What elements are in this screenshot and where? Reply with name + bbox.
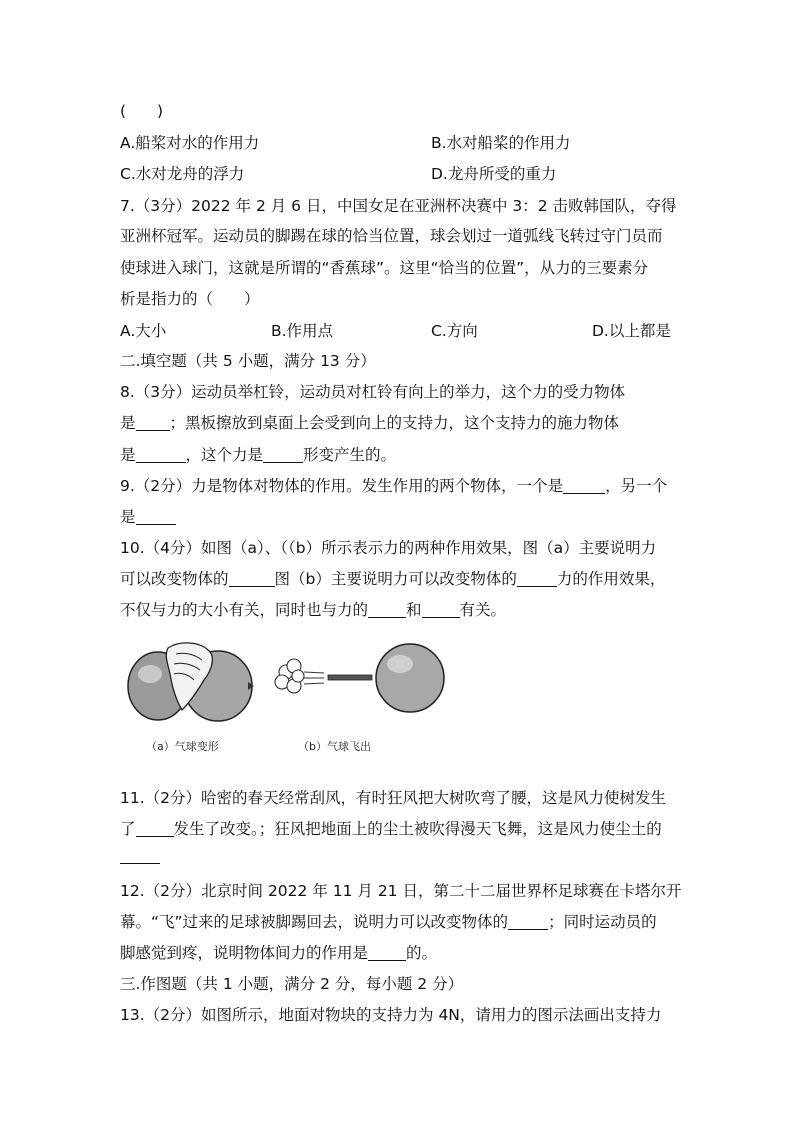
q11-blank-1[interactable] [136,820,174,837]
q10-text-2c: 力的作用效果， [556,570,666,588]
q11-line-2 [120,818,662,840]
q12-text-3b: 的。 [406,944,438,962]
q8-line-2 [120,412,619,434]
q10-text-3a: 不仅与力的大小有关，同时也与力的 [120,601,369,619]
q12-blank-2[interactable] [368,944,406,961]
q7-option-a: A.大小 [120,322,167,340]
q10-line-2 [120,568,665,590]
q12-blank-1[interactable] [508,913,548,930]
q11-text-2a: 了 [120,820,136,838]
q9-line-1 [120,475,667,497]
q9-text-1b: ，另一个 [605,477,668,495]
q10-line-1: 10.（4分）如图（a）、（（b）所示表示力的两种作用效果，图（a）主要说明力 [120,539,657,557]
q7-line-2: 亚洲杯冠军。运动员的脚踢在球的恰当位置，球会划过一道弧线飞转过守门员而 [120,227,663,245]
figure-a-caption: （a）气球变形 [146,740,219,753]
q10-blank-3[interactable] [368,601,406,618]
q6-option-a: A.船桨对水的作用力 [120,134,260,152]
q13-line-1: 13.（2分）如图所示，地面对物块的支持力为 4N，请用力的图示法画出支持力 [120,1006,662,1024]
figure-a-balloon-deformed [120,640,260,730]
q8-blank-1[interactable] [136,414,170,431]
q12-text-2a: 幕。“飞”过来的足球被脚踢回去，说明力可以改变物体的 [120,913,509,931]
q10-blank-1[interactable] [229,570,275,587]
section-2-heading: 二.填空题（共 5 小题，满分 13 分） [120,352,376,370]
q10-text-2a: 可以改变物体的 [120,570,229,588]
q7-line-1: 7.（3分）2022 年 2 月 6 日，中国女足在亚洲杯决赛中 3：2 击败韩国队，夺得 [120,197,677,215]
q7-line-4: 析是指力的（ ） [120,290,260,308]
q11-line-3 [120,845,160,867]
q6-option-d: D.龙舟所受的重力 [431,165,557,183]
q8-blank-3[interactable] [263,446,303,463]
q12-text-2b: ；同时运动员的 [548,913,657,931]
balloon-round [376,644,444,712]
q7-option-d: D.以上都是 [592,322,671,340]
q7-option-c: C.方向 [431,322,478,340]
q9-line-2 [120,506,176,528]
q8-line-3 [120,444,396,466]
q8-text-3c: 形变产生的。 [303,446,397,464]
q6-option-c: C.水对龙舟的浮力 [120,165,245,183]
q12-line-1: 12.（2分）北京时间 2022 年 11 月 21 日，第二十二届世界杯足球赛在卡塔尔开 [120,882,682,900]
q8-text-3a: 是 [120,446,136,464]
q9-blank-2[interactable] [136,508,176,525]
q12-line-2 [120,911,657,933]
q11-line-1: 11.（2分）哈密的春天经常刮风，有时狂风把大树吹弯了腰，这是风力使树发生 [120,789,667,807]
q11-text-2b: 发生了改变。；狂风把地面上的尘土被吹得漫天飞舞，这是风力使尘土的 [173,820,662,838]
balloon-nozzle [328,675,372,680]
q9-text-1a: 9.（2分）力是物体对物体的作用。发生作用的两个物体，一个是 [120,477,564,495]
q8-text-3b: ，这个力是 [185,446,264,464]
q7-option-b: B.作用点 [271,322,334,340]
q8-text-2a: 是 [120,414,136,432]
q10-text-3b: 和 [406,601,422,619]
q10-text-2b: 图（b）主要说明力可以改变物体的 [274,570,517,588]
q9-text-2a: 是 [120,508,136,526]
q12-text-3a: 脚感觉到疼，说明物体间力的作用是 [120,944,369,962]
figure-b-caption: （b）气球飞出 [298,740,371,753]
q8-blank-2[interactable] [136,446,186,463]
section-3-heading: 三.作图题（共 1 小题，满分 2 分，每小题 2 分） [120,975,464,993]
q10-blank-4[interactable] [422,601,460,618]
q9-blank-1[interactable] [563,477,605,494]
figure-b-balloon-flying [272,640,452,730]
q10-line-3 [120,599,506,621]
q10-blank-2[interactable] [517,570,557,587]
q6-answer-paren: ( ) [120,102,164,120]
q7-line-3: 使球进入球门，这就是所谓的“香蕉球”。这里“恰当的位置”，从力的三要素分 [120,259,649,277]
air-puff-icon [275,659,304,693]
q8-line-1: 8.（3分）运动员举杠铃，运动员对杠铃有向上的举力，这个力的受力物体 [120,383,626,401]
q6-option-b: B.水对船桨的作用力 [431,134,571,152]
q11-blank-2[interactable] [120,847,160,864]
q12-line-3 [120,942,437,964]
q8-text-2b: ；黑板擦放到桌面上会受到向上的支持力，这个支持力的施力物体 [169,414,620,432]
q10-text-3c: 有关。 [459,601,507,619]
